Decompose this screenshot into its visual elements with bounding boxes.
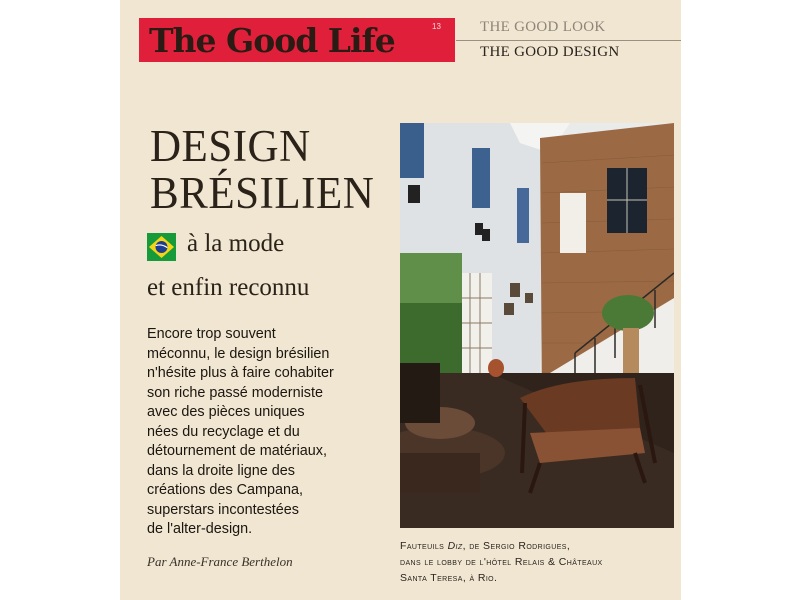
intro-line: Encore trop souvent [147,326,276,342]
header-divider [456,40,681,41]
magazine-page [120,0,681,600]
intro-line: créations des Campana, [147,482,303,498]
intro-line: son riche passé moderniste [147,384,323,401]
intro-line: de l'alter-design. [147,521,253,537]
caption-line-3: Santa Teresa, à Rio. [400,572,498,584]
intro-line: méconnu, le design brésilien [147,345,330,362]
intro-line: avec des pièces uniques [147,404,305,420]
subtitle-line-1: à la mode [187,230,285,257]
caption-line-2: dans le lobby de l'hôtel Relais & Châteaux [400,556,603,568]
brand-logo [139,18,455,62]
brand-name: The Good Life [149,21,395,60]
lobby-photo [400,123,674,528]
headline-line-2: BRÉSILIEN [150,168,375,219]
section-the-good-look: THE GOOD LOOK [480,19,606,35]
intro-line: superstars incontestées [147,501,299,518]
intro-line: n'hésite plus à faire cohabiter [147,365,334,381]
photo-caption [400,538,681,586]
subtitle-line-2: et enfin reconnu [147,274,310,301]
headline-line-1: DESIGN [150,121,311,172]
caption-line-1: Fauteuils Diz, de Sergio Rodrigues, [400,540,571,552]
article-intro [147,325,397,540]
brazil-flag-icon [147,233,176,261]
brand-issue-mark: 13 [432,22,441,31]
intro-line: nées du recyclage et du [147,423,300,440]
intro-line: dans la droite ligne des [147,462,296,479]
author-byline: Par Anne-France Berthelon [147,554,293,569]
caption-chair-name: Diz [447,540,463,552]
section-the-good-design: THE GOOD DESIGN [480,44,620,60]
intro-line: détournement de matériaux, [147,443,327,459]
